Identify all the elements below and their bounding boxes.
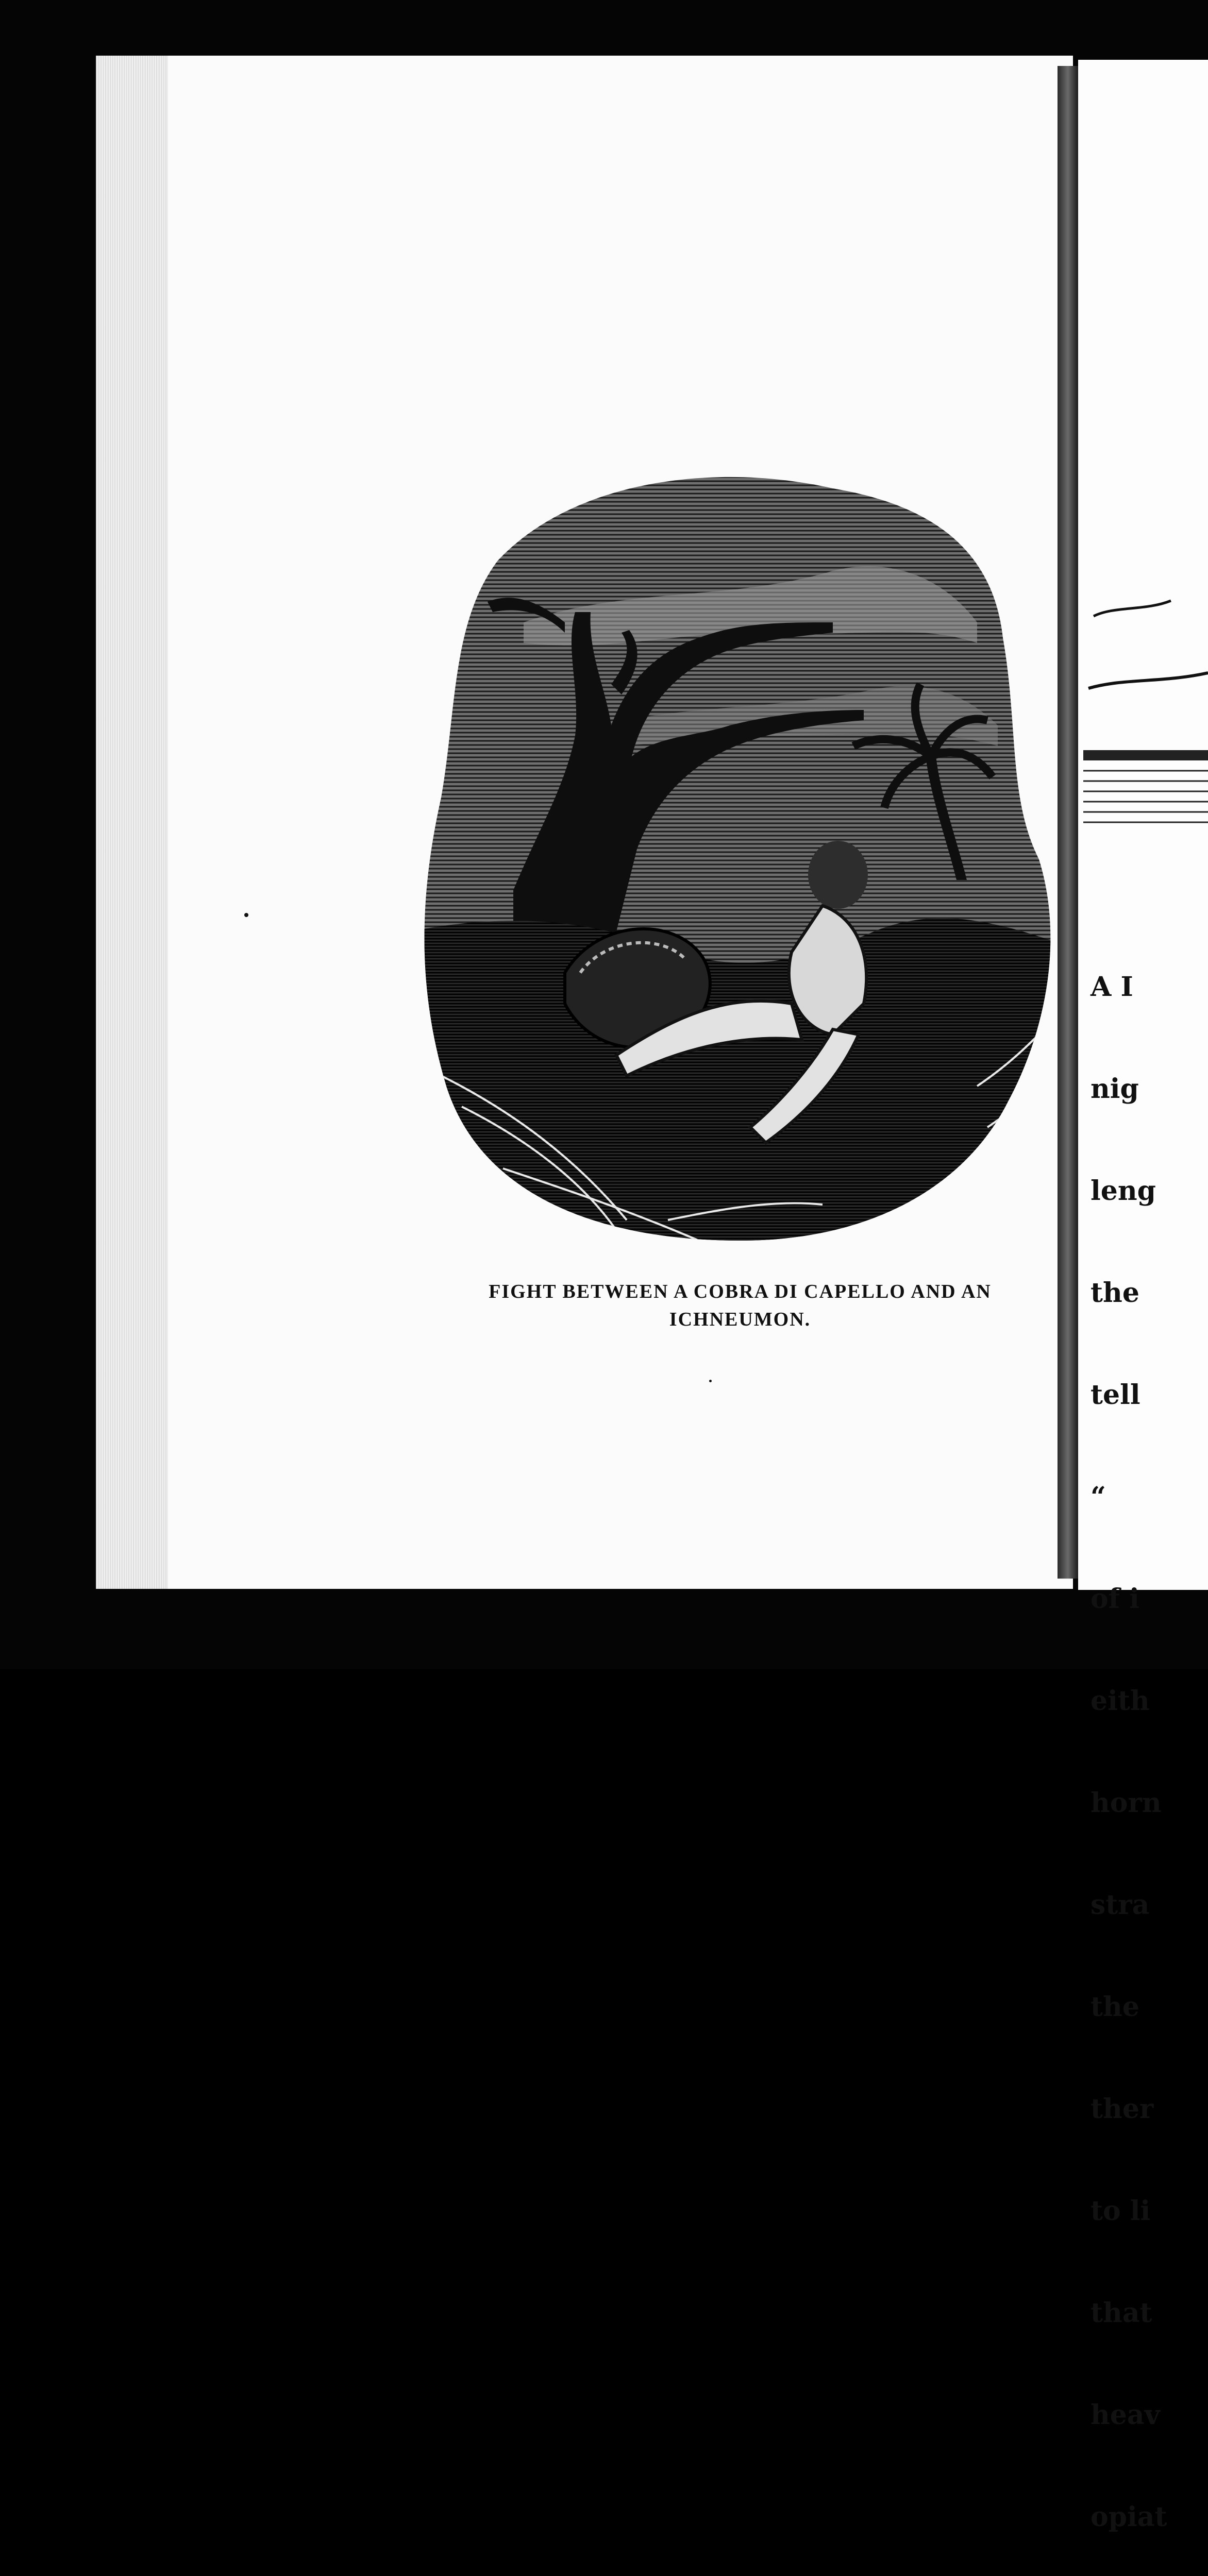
text-fragment: A I — [1090, 971, 1133, 1003]
caption-line-1: FIGHT BETWEEN A COBRA DI CAPELLO AND AN — [489, 1281, 992, 1302]
text-fragment: of i — [1090, 1583, 1139, 1615]
text-fragment: stra — [1090, 1889, 1150, 1921]
left-page — [96, 56, 1073, 1589]
text-fragment: leng — [1090, 1175, 1156, 1207]
book-spine — [1058, 66, 1078, 1579]
text-fragment: eith — [1090, 1685, 1150, 1717]
text-fragment: heav — [1090, 2399, 1160, 2431]
facing-page-text — [1078, 902, 1208, 2576]
illustration-caption — [384, 1278, 1096, 1333]
caption-line-2: ICHNEUMON. — [669, 1309, 811, 1330]
page-edges — [96, 56, 168, 1589]
text-fragment: opiat — [1090, 2501, 1167, 2533]
text-fragment: to li — [1090, 2195, 1151, 2227]
text-fragment: that — [1090, 2297, 1152, 2329]
facing-page-illustration-fragment — [1083, 585, 1208, 894]
ink-speck — [709, 1380, 712, 1382]
text-fragment: nig — [1090, 1073, 1139, 1105]
cobra-ichneumon-engraving — [410, 468, 1070, 1261]
text-fragment: “ — [1090, 1481, 1106, 1513]
text-fragment: horn — [1090, 1787, 1162, 1819]
ink-speck — [244, 913, 248, 917]
text-fragment: the — [1090, 1991, 1139, 2023]
text-fragment: tell — [1090, 1379, 1140, 1411]
text-fragment: ther — [1090, 2093, 1154, 2125]
facing-page — [1078, 60, 1208, 2533]
text-fragment: the — [1090, 1277, 1139, 1309]
